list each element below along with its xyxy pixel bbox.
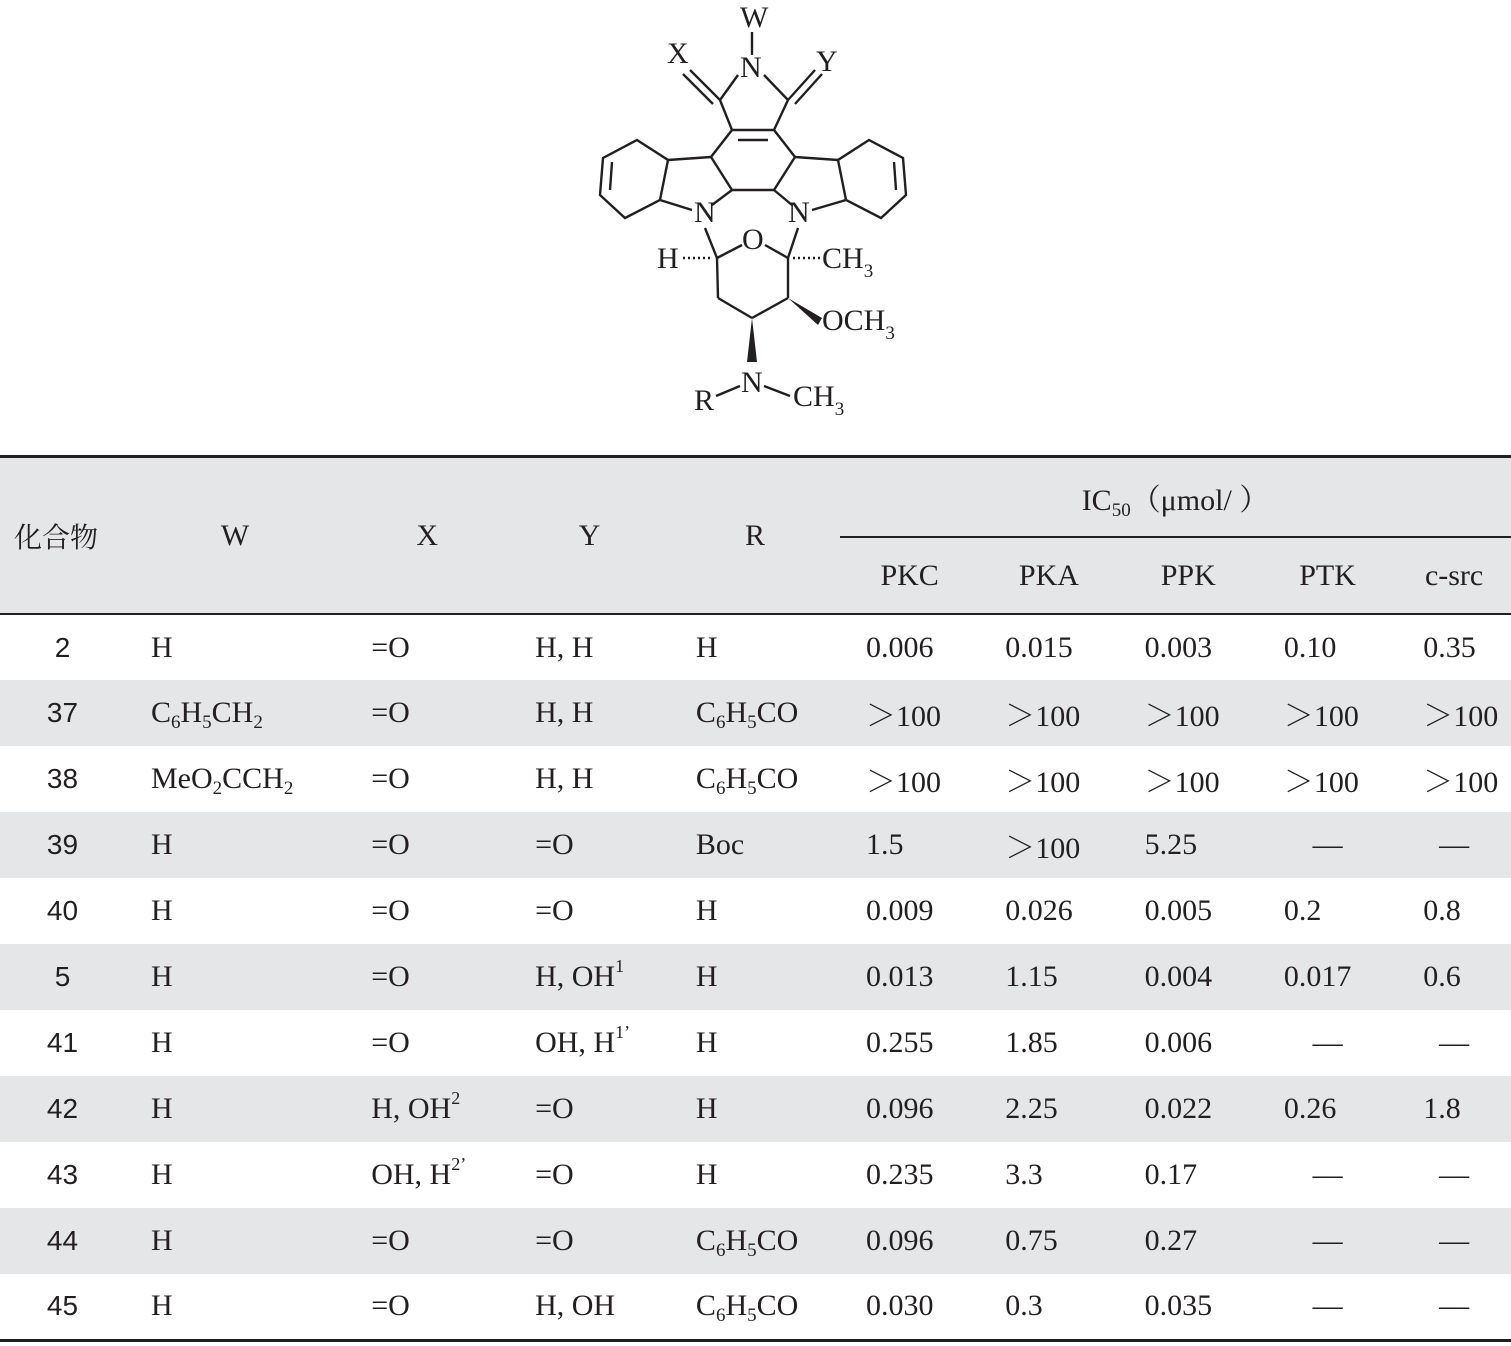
cell-pkc: 0.006 xyxy=(865,630,934,664)
cell-y: =O xyxy=(535,1158,574,1191)
cell-w: H xyxy=(150,1092,173,1125)
cell-r: $C_6H_5CO$ xyxy=(695,696,799,733)
cell-r: H xyxy=(695,1026,718,1059)
cell-ppk: 0.006 xyxy=(1144,1026,1213,1059)
table-row xyxy=(0,1076,1511,1142)
cell-id: 38 xyxy=(46,763,79,794)
atom-ch3-top: $CH_3$ xyxy=(822,242,874,282)
cell-pkc: 0.009 xyxy=(865,894,934,927)
bond-n-c5s xyxy=(788,228,798,258)
cell-pka: 1.15 xyxy=(1005,960,1058,993)
header-pkc: PKC xyxy=(880,558,939,592)
cell-pkc: 0.013 xyxy=(865,960,934,993)
cell-y: H, H xyxy=(535,762,594,795)
cell-ptk: — xyxy=(1312,1224,1343,1257)
cell-ptk: ＞100 xyxy=(1283,766,1359,799)
wedge-n xyxy=(747,318,757,362)
cell-pkc: 0.235 xyxy=(865,1158,934,1191)
cell-ppk: 0.022 xyxy=(1144,1092,1213,1125)
cell-csrc: — xyxy=(1439,1289,1470,1323)
cell-x: =O xyxy=(371,1289,410,1323)
cell-r: Boc xyxy=(695,828,745,861)
bond-n-c1 xyxy=(720,75,738,100)
header-ic50: $IC_{50}(\mu mol/$ ） xyxy=(840,457,1511,538)
cell-ptk: — xyxy=(1312,1289,1343,1323)
cell-x: =O xyxy=(371,828,410,861)
header-x: X xyxy=(416,518,438,552)
bond-n-r xyxy=(716,386,740,396)
cell-ppk: ＞100 xyxy=(1144,700,1220,733)
table-row xyxy=(0,1208,1511,1274)
cell-csrc: — xyxy=(1439,828,1470,861)
cell-pka: 0.3 xyxy=(1005,1289,1043,1323)
bond-right-n2 xyxy=(812,200,846,210)
cell-x: OH, $H^{2’}$ xyxy=(371,1154,467,1191)
atom-r: R xyxy=(694,384,715,417)
cell-x: =O xyxy=(371,960,410,993)
cell-ptk: ＞100 xyxy=(1283,700,1359,733)
cell-y: =O xyxy=(535,1224,574,1257)
atom-ch3-bottom: $CH_3$ xyxy=(793,380,845,420)
cell-ptk: 0.26 xyxy=(1283,1092,1337,1125)
cell-y: =O xyxy=(535,1092,574,1125)
cell-y: =O xyxy=(535,828,574,861)
header-csrc: c-src xyxy=(1424,558,1484,592)
table-body xyxy=(0,614,1511,1340)
header-ppk: PPK xyxy=(1160,558,1216,592)
bond-n-c2 xyxy=(764,75,788,100)
cell-ptk: — xyxy=(1312,1026,1343,1059)
cell-r: H xyxy=(695,1158,718,1191)
cell-pkc: 0.030 xyxy=(865,1289,934,1323)
cell-pka: 0.026 xyxy=(1005,894,1073,927)
cell-id: 42 xyxy=(46,1093,79,1124)
header-pka: PKA xyxy=(1018,558,1079,592)
cell-w: H xyxy=(150,960,173,993)
cell-x: =O xyxy=(371,894,410,927)
bond-left-c xyxy=(668,157,711,160)
cell-ppk: 0.035 xyxy=(1144,1289,1213,1323)
cell-pka: 3.3 xyxy=(1005,1158,1043,1191)
cell-csrc: — xyxy=(1439,1158,1470,1191)
bond-n-ch3 xyxy=(764,386,790,396)
cell-id: 45 xyxy=(46,1290,79,1322)
cell-id: 37 xyxy=(46,697,79,728)
cell-id: 39 xyxy=(46,829,79,860)
cell-pkc: ＞100 xyxy=(865,700,941,733)
cell-csrc: ＞100 xyxy=(1423,766,1499,799)
atom-n-right: N xyxy=(788,196,810,229)
atom-w: W xyxy=(740,1,769,34)
cell-r: $C_6H_5CO$ xyxy=(695,1224,799,1261)
cell-csrc: 1.8 xyxy=(1423,1092,1461,1125)
atom-och3: $OCH_3$ xyxy=(822,304,895,344)
cell-id: 2 xyxy=(54,631,71,663)
bond-c3s-c4s xyxy=(752,298,788,318)
cell-w: $C_6H_5CH_2$ xyxy=(150,696,263,733)
bond-c1s-c2s xyxy=(717,258,718,298)
cell-ppk: 0.27 xyxy=(1144,1224,1198,1257)
table-row xyxy=(0,614,1511,680)
cell-ptk: — xyxy=(1312,828,1343,861)
cell-pkc: ＞100 xyxy=(865,766,941,799)
cell-r: H xyxy=(695,630,718,664)
cell-y: H, $OH^1$ xyxy=(535,956,625,993)
cell-csrc: ＞100 xyxy=(1423,700,1499,733)
bond-c2-c4 xyxy=(774,100,788,130)
table-row xyxy=(0,746,1511,812)
cell-id: 40 xyxy=(46,895,79,926)
table-row xyxy=(0,812,1511,878)
table-row xyxy=(0,1010,1511,1076)
cell-csrc: 0.35 xyxy=(1423,630,1476,664)
cell-id: 44 xyxy=(46,1225,79,1256)
bond-c1-c3 xyxy=(720,100,732,130)
cell-y: OH, $H^{1’}$ xyxy=(535,1022,631,1059)
cell-r: $C_6H_5CO$ xyxy=(695,1289,799,1327)
cell-csrc: 0.8 xyxy=(1423,894,1461,927)
cell-ppk: 5.25 xyxy=(1144,828,1198,861)
cell-pka: ＞100 xyxy=(1005,832,1081,865)
cell-ppk: 0.003 xyxy=(1144,630,1213,664)
table-row xyxy=(0,944,1511,1010)
cell-w: H xyxy=(150,1158,173,1191)
table-row xyxy=(0,1142,1511,1208)
cell-ptk: 0.2 xyxy=(1283,894,1322,927)
table-row xyxy=(0,680,1511,746)
cell-y: H, OH xyxy=(535,1289,616,1323)
cell-pkc: 1.5 xyxy=(865,828,904,861)
atom-h: H xyxy=(657,242,679,275)
cell-pka: ＞100 xyxy=(1005,700,1081,733)
atom-n-left: N xyxy=(694,196,716,229)
atom-o-ring: O xyxy=(742,223,764,256)
cell-pka: 0.015 xyxy=(1005,630,1073,664)
atom-n-imide: N xyxy=(740,51,762,84)
cell-ptk: — xyxy=(1312,1158,1343,1191)
cell-w: $MeO_2CCH_2$ xyxy=(150,762,294,799)
cell-w: H xyxy=(150,828,173,861)
cell-pka: 2.25 xyxy=(1005,1092,1058,1125)
ic50-table xyxy=(0,455,1511,1342)
header-ptk: PTK xyxy=(1299,558,1356,592)
cell-y: =O xyxy=(535,894,574,927)
table-row xyxy=(0,1274,1511,1340)
cell-ppk: ＞100 xyxy=(1144,766,1220,799)
bond-c1s-o xyxy=(717,245,742,258)
cell-y: H, H xyxy=(535,630,594,664)
cell-x: =O xyxy=(371,630,410,664)
cell-csrc: — xyxy=(1439,1224,1470,1257)
wedge-och3 xyxy=(788,298,822,325)
cell-x: =O xyxy=(371,1026,410,1059)
cell-r: H xyxy=(695,1092,718,1125)
cell-x: =O xyxy=(371,1224,410,1257)
header-w: W xyxy=(220,518,250,552)
cell-x: H, $OH^2$ xyxy=(371,1088,461,1125)
cell-w: H xyxy=(150,894,173,927)
cell-ptk: 0.017 xyxy=(1283,960,1352,993)
right-inner-bond xyxy=(894,162,896,190)
cell-pka: 1.85 xyxy=(1005,1026,1058,1059)
cell-r: H xyxy=(695,960,718,993)
cell-csrc: 0.6 xyxy=(1423,960,1461,993)
cell-pkc: 0.096 xyxy=(865,1092,934,1125)
atom-x: X xyxy=(667,37,689,70)
cell-csrc: — xyxy=(1439,1026,1470,1059)
left-inner-bond xyxy=(610,162,612,190)
cell-id: 41 xyxy=(46,1027,79,1058)
cell-x: =O xyxy=(371,762,410,795)
cell-r: $C_6H_5CO$ xyxy=(695,762,799,799)
atom-y: Y xyxy=(816,45,838,78)
cell-r: H xyxy=(695,894,718,927)
bond-o-c5s xyxy=(765,245,788,258)
bond-n-c1s xyxy=(705,228,717,258)
bond-right-c xyxy=(795,157,838,160)
cell-ppk: 0.005 xyxy=(1144,894,1213,927)
cell-w: H xyxy=(150,1026,173,1059)
cell-y: H, H xyxy=(535,696,594,729)
cell-ppk: 0.17 xyxy=(1144,1158,1198,1191)
cell-w: H xyxy=(150,1224,173,1257)
cell-pka: ＞100 xyxy=(1005,766,1081,799)
cell-pkc: 0.255 xyxy=(865,1026,934,1059)
header-r: R xyxy=(744,518,765,552)
chemical-structure xyxy=(560,0,960,440)
cell-ptk: 0.10 xyxy=(1283,630,1337,664)
table-row xyxy=(0,878,1511,944)
cell-id: 43 xyxy=(46,1159,79,1190)
cell-pka: 0.75 xyxy=(1005,1224,1058,1257)
bond-c2s-c3s xyxy=(718,298,752,318)
cell-w: H xyxy=(150,630,173,664)
header-y: Y xyxy=(578,518,601,552)
header-compound: 化合物 xyxy=(14,520,99,554)
cell-id: 5 xyxy=(54,961,71,992)
cell-ppk: 0.004 xyxy=(1144,960,1213,993)
cell-x: =O xyxy=(371,696,410,729)
cell-pkc: 0.096 xyxy=(865,1224,934,1257)
cell-w: H xyxy=(150,1289,173,1323)
bond-left-n2 xyxy=(660,200,692,210)
atom-n-amine: N xyxy=(741,366,763,399)
